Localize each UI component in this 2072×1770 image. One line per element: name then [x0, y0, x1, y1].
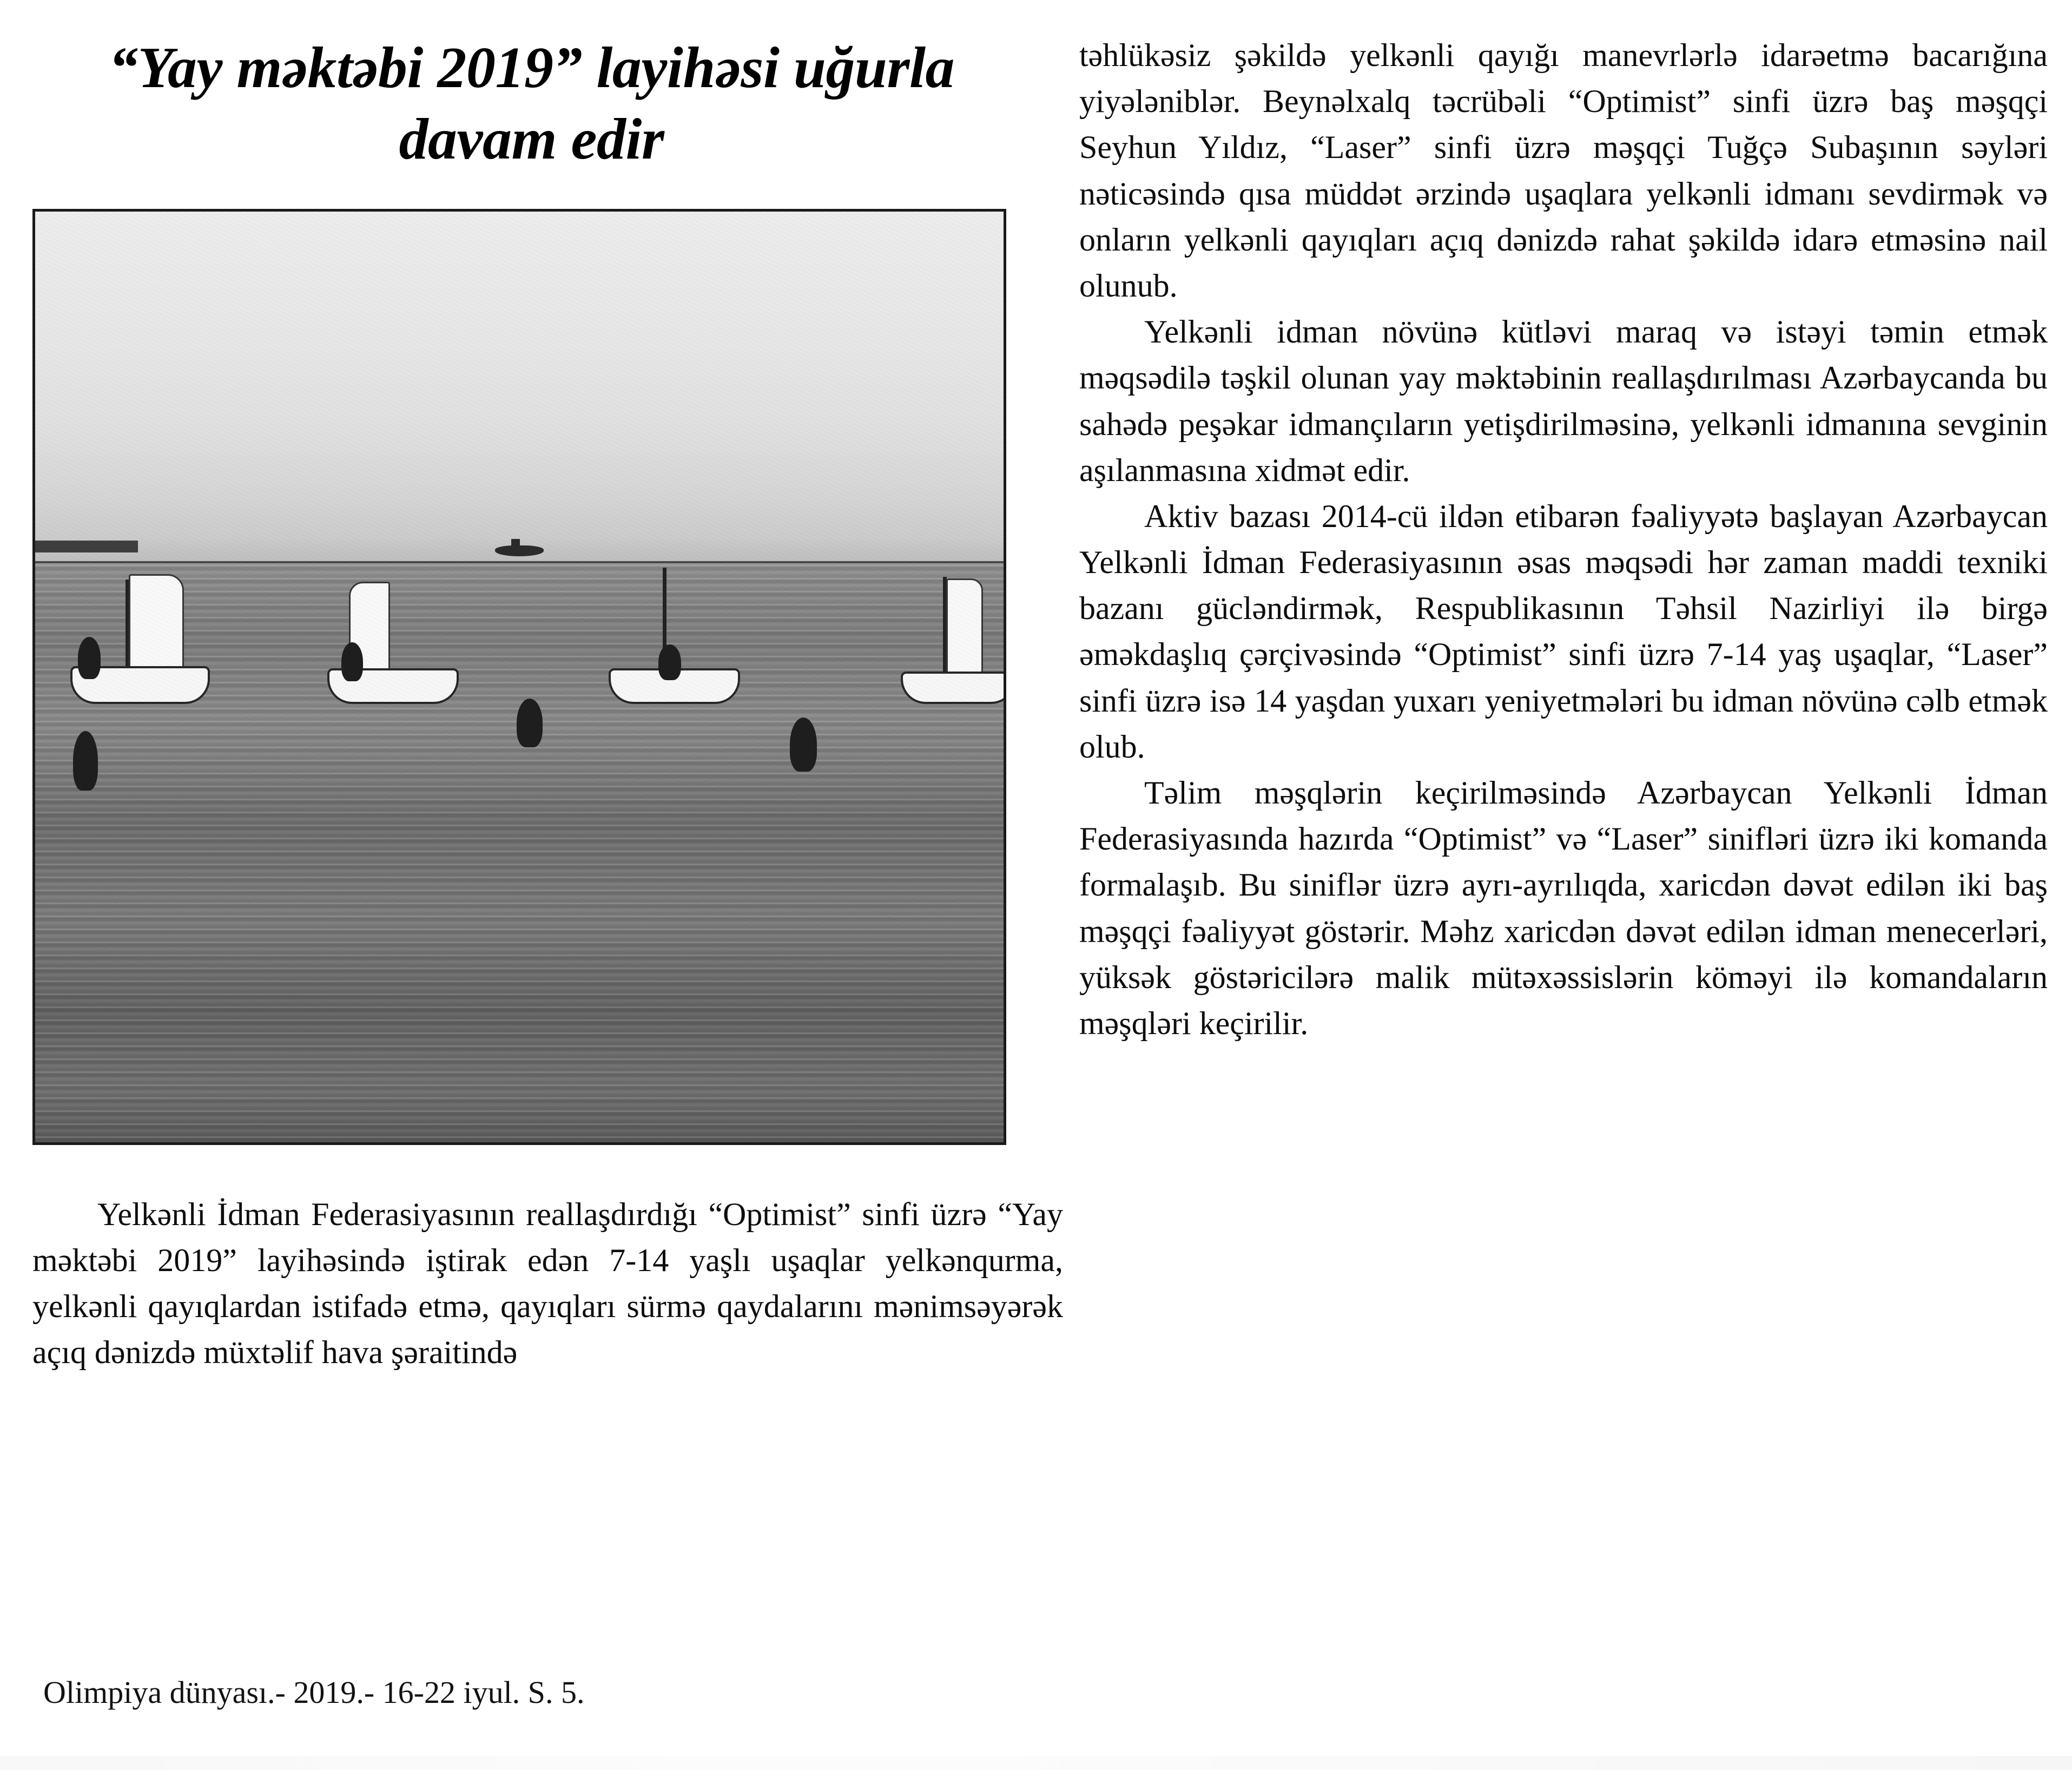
source-citation: Olimpiya dünyası.- 2019.- 16-22 iyul. S. 5. [43, 1675, 585, 1710]
left-column [32, 22, 1063, 1378]
scan-artifact [0, 1756, 2072, 1770]
right-column-text [1079, 32, 2048, 1047]
paragraph: Yelkənli İdman Federasiyasının reallaşdırdığı “Optimist” sinfi üzrə “Yay məktəbi 2019” layihəsində iştirak edən 7-14 yaşlı uşaqlar yelkənqurma, yelkənli qayıqlardan istifadə etmə, qayıqları sürmə qaydalarını mənimsəyərək açıq dənizdə müxtəlif hava şəraitində [32, 1196, 1063, 1371]
paragraph: Yelkənli idman növünə kütləvi maraq və istəyi təmin etmək məqsədilə təşkil olunan yay məktəbinin reallaşdırılması Azərbaycanda bu sahədə peşəkar idmançıların yetişdirilməsinə, yelkənli idmanına sevginin aşılanmasına xidmət edir. [1079, 314, 2048, 488]
paragraph: Təlim məşqlərin keçirilməsində Azərbaycan Yelkənli İdman Federasiyasında hazırda “Optimist” və “Laser” sinifləri üzrə iki komanda formalaşıb. Bu siniflər üzrə ayrı-ayrılıqda, xaricdən dəvət edilən iki baş məşqçi fəaliyyət göstərir. Məhz xaricdən dəvət edilən idman menecerləri, yüksək göstəricilərə malik mütəxəssislərin köməyi ilə komandaların məşqləri keçirilir. [1079, 775, 2048, 1041]
paragraph: Aktiv bazası 2014-cü ildən etibarən fəaliyyətə başlayan Azərbaycan Yelkənli İdman Federasiyasının əsas məqsədi hər zaman maddi texniki bazanı gücləndirmək, Respublikasının Təhsil Nazirliyi ilə birgə əməkdaşlıq çərçivəsində “Optimist” sinfi üzrə 7-14 yaş uşaqlar, “Laser” sinfi üzrə isə 14 yaşdan yuxarı yeniyetmələri bu idman növünə cəlb etmək olub. [1079, 498, 2048, 765]
page-title: “Yay məktəbi 2019” layihəsi uğurla davam edir [108, 36, 955, 172]
photo-grain [35, 212, 1004, 1142]
paragraph: təhlükəsiz şəkildə yelkənli qayığı manevrlərlə idarəetmə bacarığına yiyələniblər. Beynəlxalq təcrübəli “Optimist” sinfi üzrə baş məşqçi Seyhun Yıldız, “Laser” sinfi üzrə məşqçi Tuğçə Subaşının səyləri nəticəsində qısa müddət ərzində uşaqlara yelkənli idmanı sevdirmək və onların yelkənli qayıqları açıq dənizdə rahat şəkildə idarə etməsinə nail olunub. [1079, 37, 2048, 304]
article-photo [32, 209, 1006, 1145]
photo-image [35, 212, 1004, 1142]
right-column [1079, 32, 2048, 1047]
left-column-text [32, 1192, 1063, 1376]
